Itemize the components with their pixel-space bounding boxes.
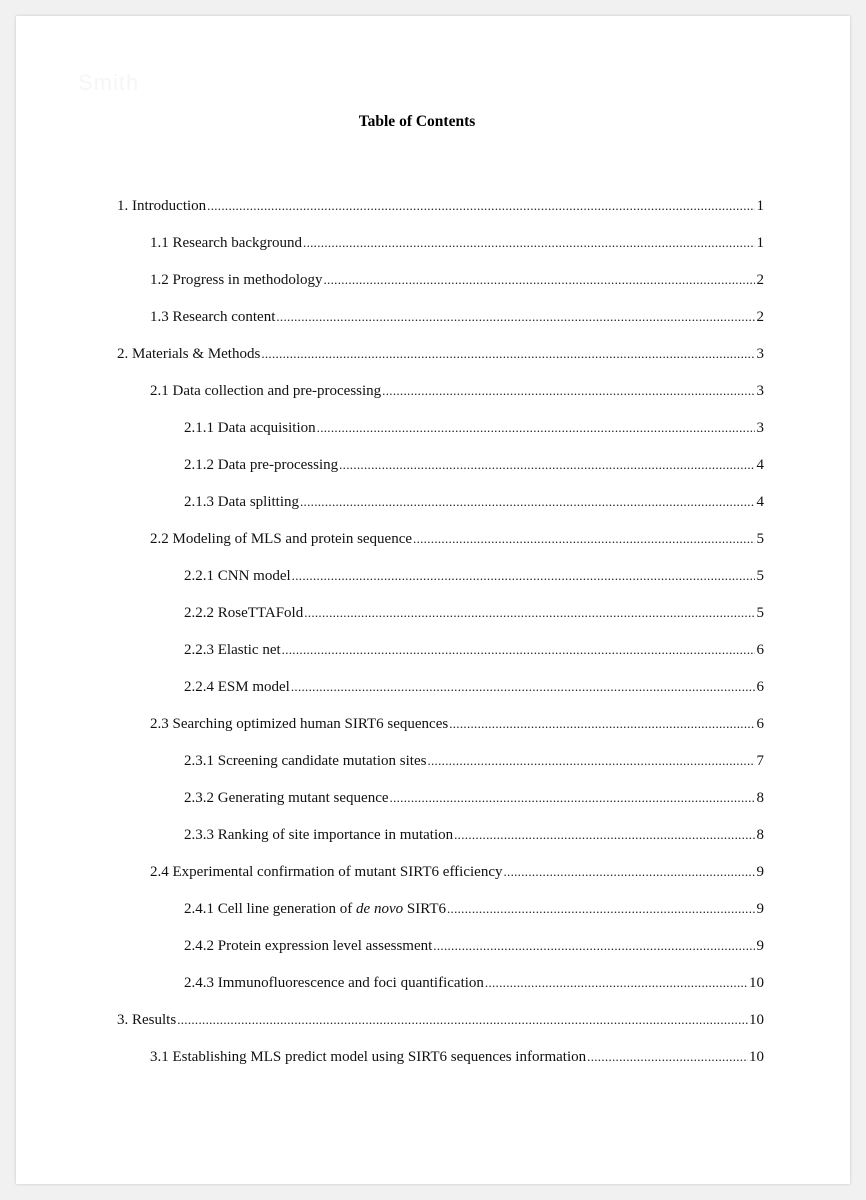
toc-page-number: 5 xyxy=(756,568,764,584)
toc-entry-title: 2.1.2 Data pre-processing xyxy=(184,457,339,473)
toc-entry-title: 2.4 Experimental confirmation of mutant SIRT6 efficiency xyxy=(150,864,503,880)
dot-leader xyxy=(390,790,755,806)
dot-leader xyxy=(485,975,748,991)
toc-page-number: 10 xyxy=(749,1049,764,1065)
dot-leader xyxy=(587,1049,748,1065)
toc-page-number: 1 xyxy=(756,198,764,214)
toc-page-number: 3 xyxy=(756,420,764,436)
toc-entry-title: 2.4.3 Immunofluorescence and foci quantification xyxy=(184,975,484,991)
toc-entry[interactable] xyxy=(184,790,764,812)
toc-entry[interactable] xyxy=(117,346,764,368)
toc-entry-title: 1.3 Research content xyxy=(150,309,276,325)
toc-entry[interactable] xyxy=(150,309,764,331)
dot-leader xyxy=(207,198,755,214)
toc-page-number: 8 xyxy=(756,827,764,843)
toc-page-number: 4 xyxy=(756,457,764,473)
toc-entry[interactable] xyxy=(150,531,764,553)
toc-entry[interactable] xyxy=(184,457,764,479)
toc-page-number: 10 xyxy=(749,1012,764,1028)
toc-entry-title: 2.1 Data collection and pre-processing xyxy=(150,383,382,399)
toc-page-number: 6 xyxy=(756,642,764,658)
toc-entry-title-italic: de novo xyxy=(356,901,404,917)
toc-entry-title: 3. Results xyxy=(117,1012,177,1028)
toc-entry[interactable] xyxy=(150,864,764,886)
toc-entry[interactable] xyxy=(184,679,764,701)
toc-entry-title: 1.1 Research background xyxy=(150,235,303,251)
toc-entry[interactable] xyxy=(150,383,764,405)
faint-watermark-text: Smith xyxy=(78,70,140,95)
dot-leader xyxy=(303,235,755,251)
toc-entry-title: 2.3.2 Generating mutant sequence xyxy=(184,790,389,806)
dot-leader xyxy=(282,642,755,658)
dot-leader xyxy=(292,568,755,584)
toc-entry-title: 2.4.2 Protein expression level assessment xyxy=(184,938,433,954)
toc-page-number: 7 xyxy=(756,753,764,769)
toc-page-number: 2 xyxy=(756,309,764,325)
toc-entry[interactable] xyxy=(184,605,764,627)
toc-entry-title: 2.2.3 Elastic net xyxy=(184,642,281,658)
toc-entry-title: 3.1 Establishing MLS predict model using SIRT6 sequences information xyxy=(150,1049,587,1065)
toc-entry[interactable] xyxy=(184,975,764,997)
toc-entry[interactable] xyxy=(117,1012,764,1034)
toc-entry[interactable] xyxy=(117,198,764,220)
toc-page-number: 1 xyxy=(756,235,764,251)
toc-entry-title: 2.2.4 ESM model xyxy=(184,679,290,695)
toc-entry[interactable] xyxy=(184,568,764,590)
dot-leader xyxy=(317,420,755,436)
toc-page-number: 3 xyxy=(756,383,764,399)
toc-page-number: 3 xyxy=(756,346,764,362)
toc-entry-title: 2. Materials & Methods xyxy=(117,346,261,362)
toc-entry[interactable] xyxy=(150,235,764,257)
toc-entry-title-part: 2.4.1 Cell line generation of xyxy=(184,901,357,917)
toc-page-number: 9 xyxy=(756,864,764,880)
toc-page-number: 9 xyxy=(756,901,764,917)
dot-leader xyxy=(276,309,755,325)
toc-entry-title xyxy=(184,901,446,918)
dot-leader xyxy=(433,938,755,954)
dot-leader xyxy=(291,679,755,695)
dot-leader xyxy=(300,494,755,510)
dot-leader xyxy=(454,827,755,843)
dot-leader xyxy=(382,383,755,399)
toc-entry[interactable] xyxy=(150,716,764,738)
toc-entry[interactable] xyxy=(184,901,764,923)
dot-leader xyxy=(304,605,755,621)
dot-leader xyxy=(503,864,755,880)
toc-page-number: 10 xyxy=(749,975,764,991)
toc-entry-title-part: SIRT6 xyxy=(403,901,446,917)
toc-entry-title: 1.2 Progress in methodology xyxy=(150,272,323,288)
toc-page-number: 5 xyxy=(756,605,764,621)
toc-entry-title: 2.1.1 Data acquisition xyxy=(184,420,316,436)
toc-entry-title: 2.2 Modeling of MLS and protein sequence xyxy=(150,531,413,547)
dot-leader xyxy=(261,346,755,362)
toc-entry-title: 2.3.1 Screening candidate mutation sites xyxy=(184,753,427,769)
toc-entry-title: 2.3 Searching optimized human SIRT6 sequences xyxy=(150,716,449,732)
toc-page-number: 4 xyxy=(756,494,764,510)
dot-leader xyxy=(413,531,755,547)
page-title: Table of Contents xyxy=(358,113,476,130)
toc-page-number: 6 xyxy=(756,716,764,732)
toc-entry-title: 2.2.1 CNN model xyxy=(184,568,291,584)
toc-entry[interactable] xyxy=(184,938,764,960)
toc-entry[interactable] xyxy=(184,753,764,775)
dot-leader xyxy=(177,1012,748,1028)
toc-page-number: 2 xyxy=(756,272,764,288)
toc-entry-title: 2.1.3 Data splitting xyxy=(184,494,299,510)
toc-entry-title: 2.2.2 RoseTTAFold xyxy=(184,605,304,621)
toc-entry[interactable] xyxy=(184,642,764,664)
toc-entry[interactable] xyxy=(150,272,764,294)
dot-leader xyxy=(324,272,756,288)
toc-entry[interactable] xyxy=(184,420,764,442)
dot-leader xyxy=(449,716,755,732)
dot-leader xyxy=(447,901,755,917)
toc-page-number: 8 xyxy=(756,790,764,806)
toc-page-number: 9 xyxy=(756,938,764,954)
toc-page-number: 5 xyxy=(756,531,764,547)
dot-leader xyxy=(427,753,755,769)
toc-page-number: 6 xyxy=(756,679,764,695)
toc-entry-title: 1. Introduction xyxy=(117,198,207,214)
dot-leader xyxy=(339,457,755,473)
document-page xyxy=(16,16,850,1184)
toc-entry[interactable] xyxy=(184,827,764,849)
toc-entry-title: 2.3.3 Ranking of site importance in mutation xyxy=(184,827,454,843)
toc-entry[interactable] xyxy=(150,1049,764,1071)
toc-entry[interactable] xyxy=(184,494,764,516)
